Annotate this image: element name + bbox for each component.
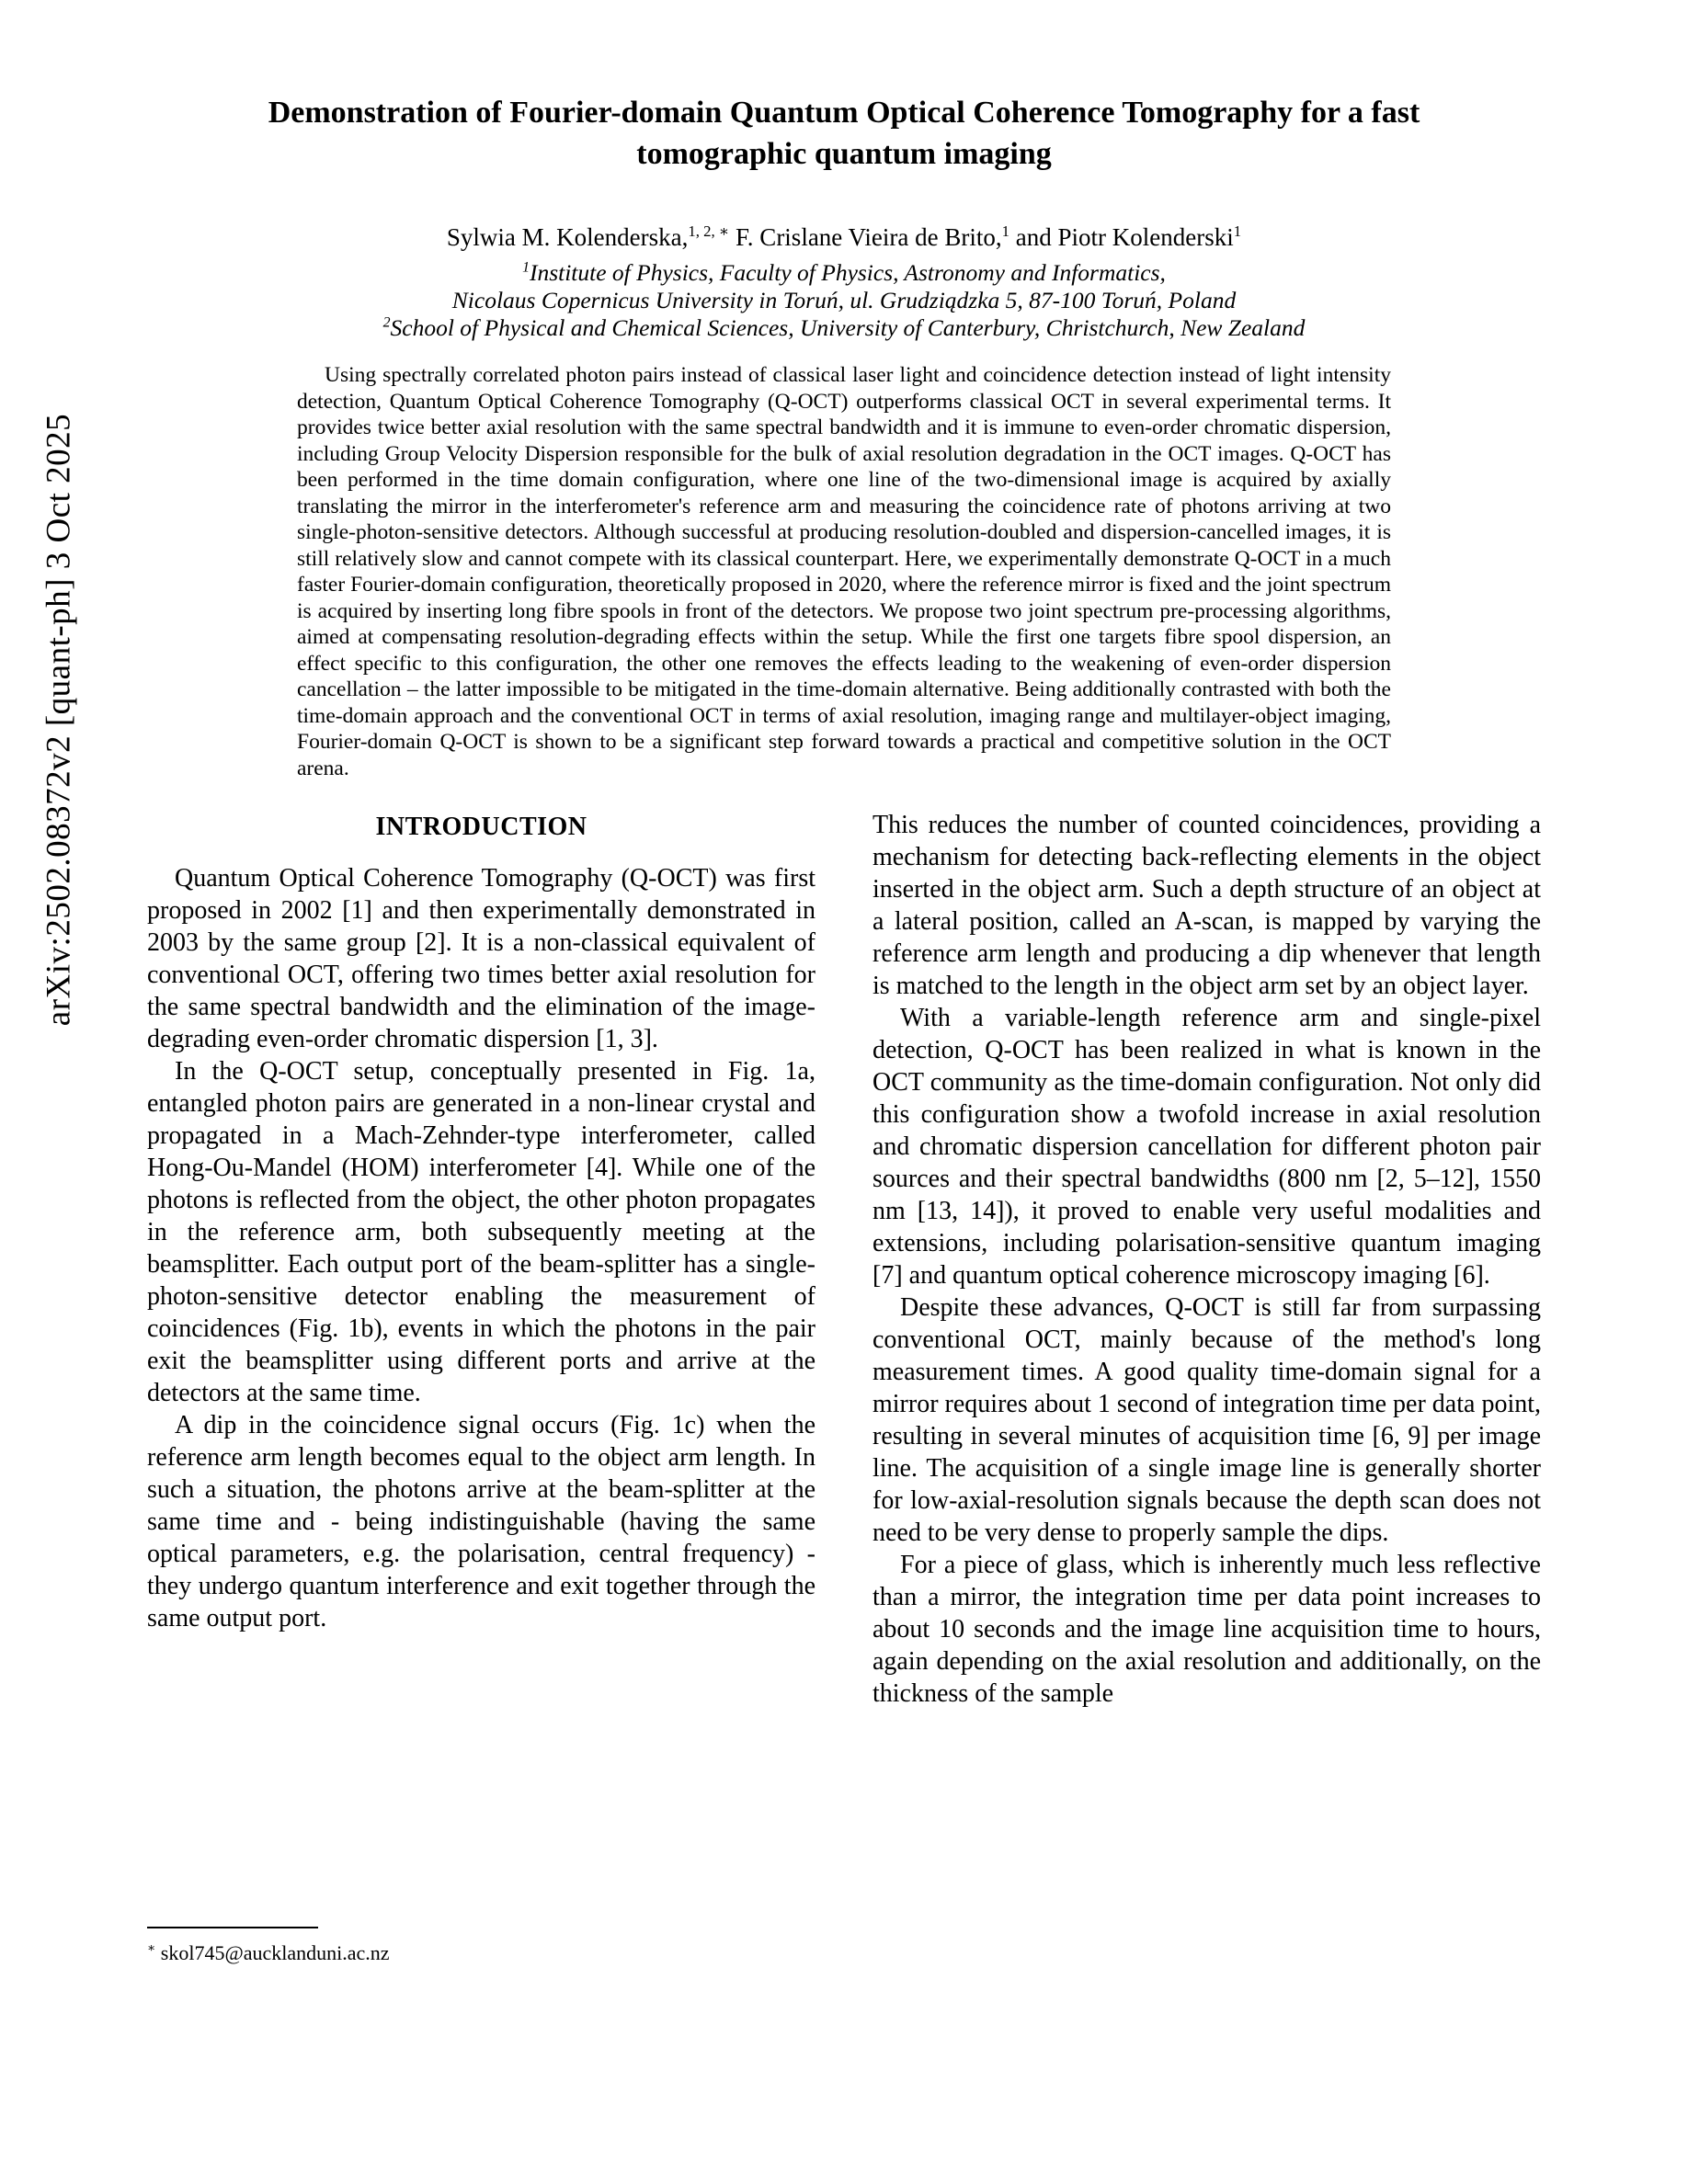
author-name: and Piotr Kolenderski <box>1009 223 1234 251</box>
author-affiliation-marker: 1 <box>1233 222 1242 240</box>
affiliation-line: Nicolaus Copernicus University in Toruń, ul. Grudziądzka 5, 87-100 Toruń, Poland <box>451 287 1237 313</box>
abstract: Using spectrally correlated photon pairs instead of classical laser light and coincidence detection instead of light intensity detection, Quantum Optical Coherence Tomography (Q-OCT) outperforms classical OCT in several experimental terms. It provides twice better axial resolution with the same spectral bandwidth and it is immune to even-order chromatic dispersion, including Group Velocity Dispersion responsible for the bulk of axial resolution degradation in the OCT images. Q-OCT has been performed in the time domain configuration, where one line of the two-dimensional image is acquired by axially translating the mirror in the interferometer's reference arm and measuring the coincidence rate of photons arriving at two single-photon-sensitive detectors. Although successful at producing resolution-doubled and dispersion-cancelled images, it is still relatively slow and cannot compete with its classical counterpart. Here, we experimentally demonstrate Q-OCT in a much faster Fourier-domain configuration, theoretically proposed in 2020, where the reference mirror is fixed and the joint spectrum is acquired by inserting long fibre spools in front of the detectors. We propose two joint spectrum pre-processing algorithms, aimed at compensating resolution-degrading effects within the setup. While the first one targets fibre spool dispersion, an effect specific to this configuration, the other one removes the effects leading to the weakening of even-order dispersion cancellation – the latter impossible to be mitigated in the time-domain alternative. Being additionally contrasted with both the time-domain approach and the conventional OCT in terms of axial resolution, imaging range and multilayer-object imaging, Fourier-domain Q-OCT is shown to be a significant step forward towards a practical and competitive solution in the OCT arena. <box>297 363 1391 780</box>
author-name: F. Crislane Vieira de Brito, <box>729 223 1002 251</box>
author-line <box>0 222 1688 252</box>
section-heading-introduction: INTRODUCTION <box>375 813 587 841</box>
paragraph: Quantum Optical Coherence Tomography (Q-OCT) was first proposed in 2002 [1] and then experimentally demonstrated in 2003 by the same group [2]. It is a non-classical equivalent of conventional OCT, offering two times better axial resolution for the same spectral bandwidth and the elimination of the image-degrading even-order chromatic dispersion [1, 3]. <box>147 864 815 1053</box>
arxiv-watermark: arXiv:2502.08372v2 [quant-ph] 3 Oct 2025 <box>40 413 78 1027</box>
footnote-text <box>147 1941 815 1965</box>
footnote-marker: ∗ <box>147 1940 156 1955</box>
affiliations-block <box>0 259 1688 342</box>
author-name: Sylwia M. Kolenderska, <box>446 223 689 251</box>
paper-title-line-2: tomographic quantum imaging <box>636 137 1052 171</box>
paragraph: Despite these advances, Q-OCT is still far from surpassing conventional OCT, mainly because of the method's long measurement times. A good quality time-domain signal for a mirror requires about 1 second of integration time per data point, resulting in several minutes of acquisition time [6, 9] per image line. The acquisition of a single image line is generally shorter for low-axial-resolution signals because the depth scan does not need to be very dense to properly sample the dips. <box>873 1293 1542 1547</box>
footnote-rule <box>147 1927 318 1928</box>
paragraph: In the Q-OCT setup, conceptually presented in Fig. 1a, entangled photon pairs are generated in a non-linear crystal and propagated in a Mach-Zehnder-type interferometer, called Hong-Ou-Mandel (HOM) interferometer [4]. While one of the photons is reflected from the object, the other photon propagates in the reference arm, both subsequently meeting at the beamsplitter. Each output port of the beam-splitter has a single-photon-sensitive detector enabling the measurement of coincidences (Fig. 1b), events in which the photons in the pair exit the beamsplitter using different ports and arrive at the detectors at the same time. <box>147 1057 815 1407</box>
affiliation-line: $^2$School of Physical and Chemical Sciences, University of Canterbury, Christchurch, New Zealand <box>382 314 1306 341</box>
affiliation-line: $^1$Institute of Physics, Faculty of Physics, Astronomy and Informatics, <box>522 259 1166 286</box>
author-affiliation-marker: 1, 2, ∗ <box>688 222 730 240</box>
right-column <box>873 809 1541 1710</box>
paragraph: For a piece of glass, which is inherently much less reflective than a mirror, the integration time per data point increases to about 10 seconds and the image line acquisition time to hours, again depending on the axial resolution and additionally, on the thickness of the sample <box>873 1551 1541 1708</box>
paragraph: With a variable-length reference arm and single-pixel detection, Q-OCT has been realized in what is known in the OCT community as the time-domain configuration. Not only did this configuration show a twofold increase in axial resolution and chromatic dispersion cancellation for different photon pair sources and their spectral bandwidths (800 nm [2, 5–12], 1550 nm [13, 14]), it proved to enable very useful modalities and extensions, including polarisation-sensitive quantum imaging [7] and quantum optical coherence microscopy imaging [6]. <box>873 1004 1541 1290</box>
footnote <box>147 1927 815 1965</box>
paper-title <box>0 92 1688 175</box>
affiliation-marker: 1 <box>522 259 530 276</box>
author-affiliation-marker: 1 <box>1001 222 1009 240</box>
paper-header <box>0 0 1688 342</box>
left-column <box>147 809 815 1634</box>
paragraph: This reduces the number of counted coincidences, providing a mechanism for detecting back-reflecting elements in the object inserted in the object arm. Such a depth structure of an object at a lateral position, called an A-scan, is mapped by varying the reference arm length and producing a dip whenever that length is matched to the length in the object arm set by an object layer. <box>873 811 1541 1000</box>
paragraph: A dip in the coincidence signal occurs (Fig. 1c) when the reference arm length becomes equal to the object arm length. In such a situation, the photons arrive at the beam-splitter at the same time and - being indistinguishable (having the same optical parameters, e.g. the polarisation, central frequency) - they undergo quantum interference and exit together through the same output port. <box>147 1411 815 1632</box>
two-column-body <box>0 809 1688 1710</box>
affiliation-marker: 2 <box>382 314 391 331</box>
paper-title-line-1: Demonstration of Fourier-domain Quantum Optical Coherence Tomography for a fast <box>268 96 1420 130</box>
author-email-link[interactable]: skol745@aucklanduni.ac.nz <box>160 1941 390 1964</box>
